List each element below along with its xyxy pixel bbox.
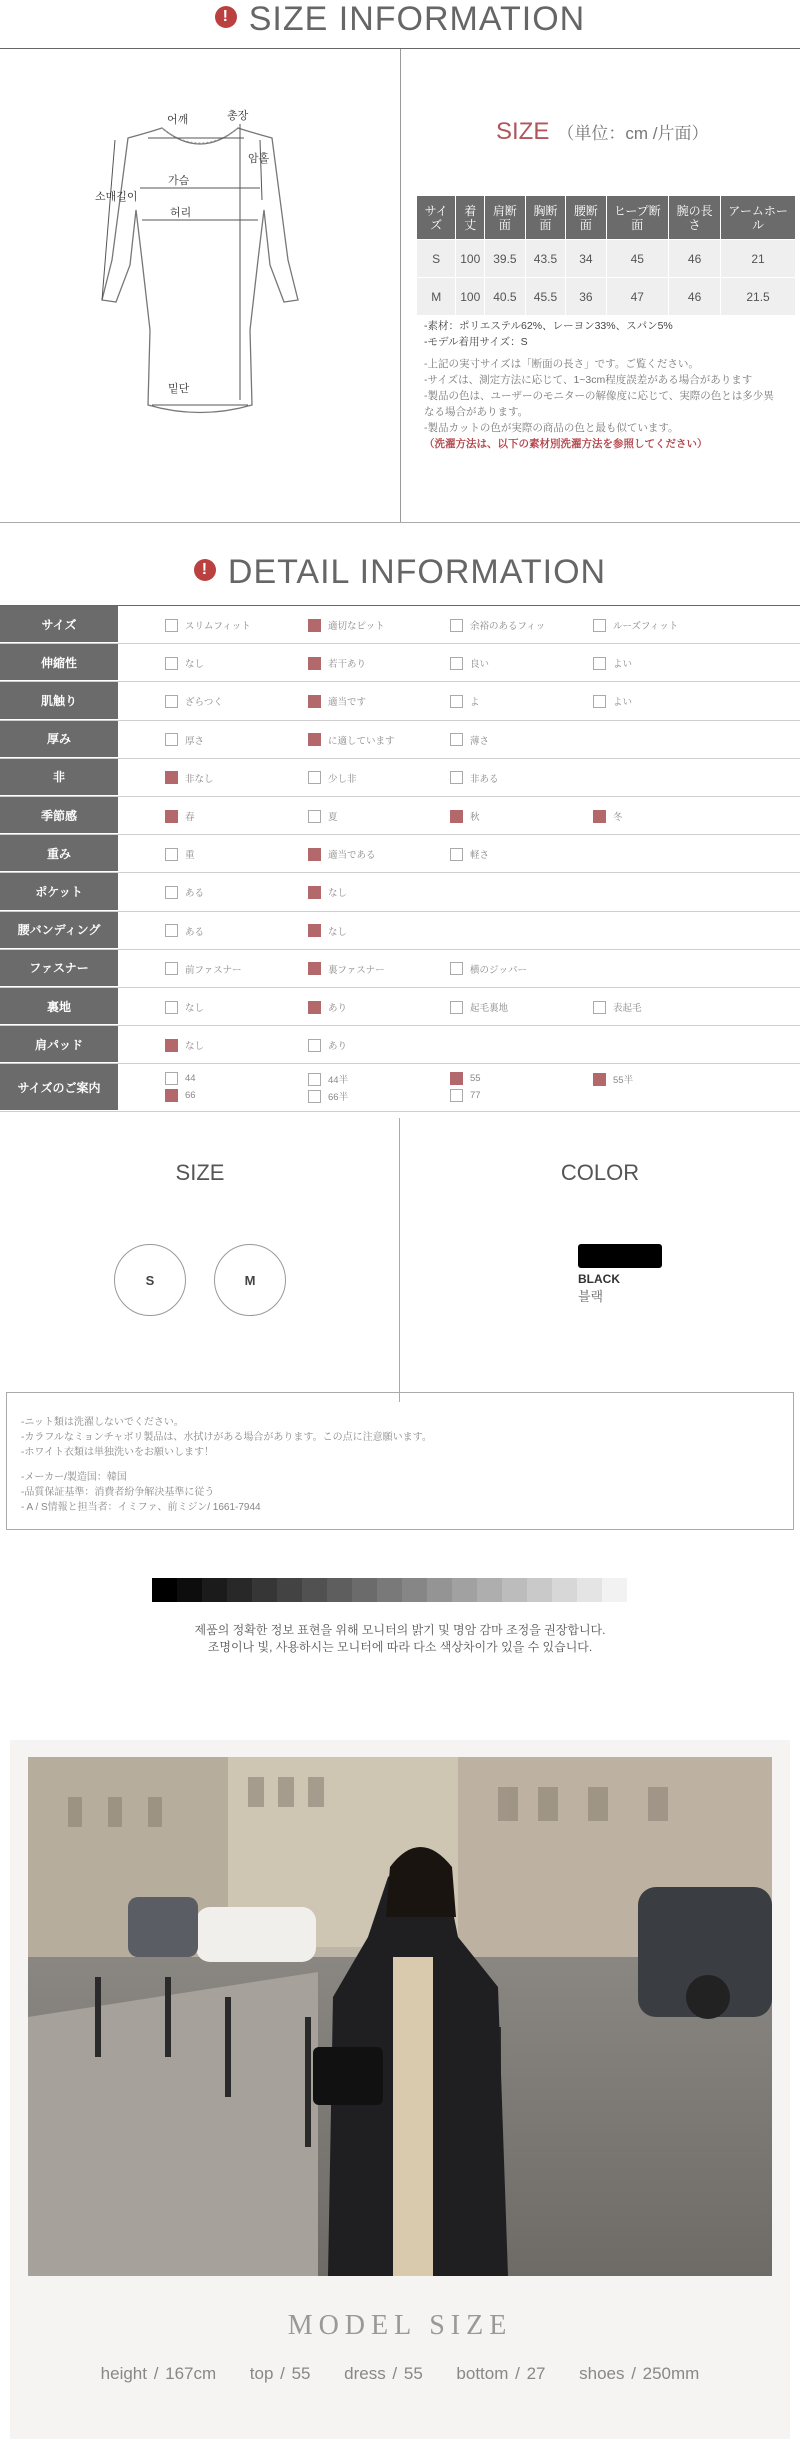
detail-option[interactable]	[308, 885, 347, 899]
detail-option[interactable]	[593, 1072, 633, 1086]
model-stats	[0, 2364, 800, 2384]
detail-option[interactable]	[593, 1000, 642, 1014]
option-label: 起毛裏地	[470, 1003, 509, 1014]
detail-option[interactable]	[308, 1089, 348, 1103]
gray-swatch	[152, 1578, 177, 1602]
detail-row	[0, 721, 800, 759]
checkbox[interactable]	[450, 848, 463, 861]
detail-row	[0, 606, 800, 644]
detail-option[interactable]	[308, 733, 395, 747]
checkbox[interactable]	[450, 657, 463, 670]
label-hem: 밑단	[168, 383, 190, 395]
option-label: 適当である	[328, 850, 376, 862]
option-label: 薄さ	[470, 735, 490, 747]
option-label: ある	[185, 926, 205, 938]
detail-option[interactable]	[308, 694, 366, 708]
detail-option[interactable]	[165, 1000, 204, 1014]
gray-swatch	[177, 1578, 202, 1602]
gray-swatch	[252, 1578, 277, 1602]
option-label: 適当です	[328, 697, 367, 709]
checkbox[interactable]	[593, 695, 606, 708]
checkbox[interactable]	[165, 695, 178, 708]
checkbox[interactable]	[450, 619, 463, 632]
option-label: 少し非	[328, 773, 357, 785]
label-chest: 가슴	[168, 175, 190, 187]
checkbox[interactable]	[593, 1073, 606, 1086]
option-label: なし	[328, 888, 348, 900]
color-swatch-black[interactable]	[578, 1244, 662, 1268]
street-photo-image	[28, 1757, 772, 2276]
checkbox[interactable]	[308, 848, 321, 861]
option-label: 裏ファスナー	[328, 964, 385, 976]
detail-option[interactable]	[450, 694, 480, 708]
option-label: なし	[185, 659, 205, 671]
detail-option[interactable]	[165, 1072, 196, 1085]
detail-option[interactable]	[450, 847, 489, 861]
option-label: 横のジッパー	[470, 964, 528, 976]
option-label: 表起毛	[613, 1003, 642, 1014]
detail-option[interactable]	[308, 618, 385, 632]
label-waist: 허리	[170, 207, 192, 219]
option-label: 冬	[613, 812, 623, 823]
detail-row	[0, 1026, 800, 1064]
size-options-title: SIZE	[175, 1160, 225, 1185]
checkbox[interactable]	[165, 1039, 178, 1052]
gray-swatch	[227, 1578, 252, 1602]
checkbox[interactable]	[593, 1001, 606, 1014]
checkbox[interactable]	[450, 1089, 463, 1102]
detail-row-label: 腰バンディング	[0, 912, 118, 949]
detail-row-label: ポケット	[0, 873, 118, 910]
detail-option[interactable]	[165, 847, 195, 861]
checkbox[interactable]	[450, 1072, 463, 1085]
option-label: よい	[613, 697, 633, 709]
detail-option[interactable]	[308, 656, 366, 670]
checkbox[interactable]	[165, 810, 178, 823]
size-table	[416, 195, 796, 316]
detail-option[interactable]	[308, 924, 347, 938]
detail-option[interactable]	[165, 885, 204, 899]
gray-swatch	[602, 1578, 627, 1602]
detail-row	[0, 682, 800, 720]
option-label: よ	[470, 697, 480, 709]
size-option-s[interactable]: S	[114, 1244, 186, 1316]
checkbox[interactable]	[308, 733, 321, 746]
detail-option[interactable]	[450, 1000, 508, 1014]
checkbox[interactable]	[165, 1072, 178, 1085]
care-notes: -ニット類は洗濯しないでください。 -カラフルなミョンチャボリ製品は、水拭けがある場合があります。この点に注意願います。 -ホワイト衣類は単独洗いをお願いします！ -メーカー/製造国：韓国 -品質保証基準：消費者紛争解決基準に従う - A / S情報と担当者：イミファ、前ミジン/ 1661-7944	[6, 1392, 794, 1530]
detail-option[interactable]	[308, 771, 357, 785]
checkbox[interactable]	[165, 886, 178, 899]
option-label: ある	[185, 888, 205, 900]
gray-swatch	[327, 1578, 352, 1602]
detail-option[interactable]	[165, 733, 204, 747]
option-label: あり	[328, 1041, 348, 1053]
detail-row-label: ファスナー	[0, 950, 118, 987]
option-label: 重	[185, 850, 195, 862]
color-options-title: COLOR	[560, 1160, 640, 1185]
checkbox[interactable]	[450, 695, 463, 708]
checkbox[interactable]	[308, 810, 321, 823]
checkbox[interactable]	[165, 962, 178, 975]
detail-row-label: 非	[0, 759, 118, 796]
option-label: 適切なピット	[328, 621, 385, 632]
option-label: 秋	[470, 812, 480, 823]
detail-option[interactable]	[593, 809, 623, 823]
option-label: 軽さ	[470, 850, 490, 862]
material-info: -素材：ポリエステル62%、レーヨン33%、スパン5% -モデル着用サイズ：S	[424, 320, 673, 348]
detail-row	[0, 797, 800, 835]
checkbox[interactable]	[308, 1001, 321, 1014]
option-label: 厚さ	[185, 735, 205, 747]
option-label: 55半	[613, 1075, 634, 1087]
checkbox[interactable]	[165, 924, 178, 937]
model-height: height / 167cm	[100, 2364, 217, 2383]
option-label: 66	[185, 1090, 196, 1102]
gray-swatch	[577, 1578, 602, 1602]
detail-option[interactable]	[450, 809, 480, 823]
checkbox[interactable]	[165, 848, 178, 861]
detail-option[interactable]	[165, 809, 195, 823]
detail-option[interactable]	[450, 1089, 481, 1102]
option-label: 春	[185, 812, 195, 823]
checkbox[interactable]	[308, 695, 321, 708]
detail-option[interactable]	[308, 962, 385, 976]
detail-row-label: サイズ	[0, 606, 118, 643]
model-size-title: MODEL SIZE	[287, 2310, 513, 2341]
table-row: S 100 39.5 43.5 34 45 46 21	[417, 240, 796, 278]
detail-row	[0, 950, 800, 988]
detail-row	[0, 759, 800, 797]
option-label: 良い	[470, 659, 490, 671]
option-label: 余裕のあるフィッ	[470, 621, 546, 632]
checkbox[interactable]	[308, 962, 321, 975]
gray-swatch	[277, 1578, 302, 1602]
option-label: よい	[613, 659, 633, 671]
checkbox[interactable]	[450, 771, 463, 784]
checkbox[interactable]	[450, 733, 463, 746]
gray-swatch	[552, 1578, 577, 1602]
size-info-title: ! SIZE INFORMATION	[0, 0, 800, 39]
info-icon: !	[215, 6, 237, 28]
detail-row	[0, 835, 800, 873]
gray-swatch	[302, 1578, 327, 1602]
option-label: ルーズフィット	[613, 621, 679, 632]
detail-option[interactable]	[308, 847, 376, 861]
size-notes: -上記の実寸サイズは「断面の長さ」です。ご覧ください。 -サイズは、測定方法に応じて、1~3cm程度誤差がある場合があります -製品の色は、ユーザーのモニターの解像度に応じて、実際の色とは多少異 なる場合があります。 -製品カットの色が実際の商品の色と最も似ています。 （洗濯方法は、以下の素材別洗濯方法を参照してください）	[424, 358, 774, 450]
detail-option[interactable]	[308, 1000, 347, 1014]
checkbox[interactable]	[308, 1073, 321, 1086]
gray-swatch	[452, 1578, 477, 1602]
checkbox[interactable]	[308, 771, 321, 784]
option-label: 夏	[328, 812, 338, 823]
detail-option[interactable]	[450, 962, 527, 976]
gray-swatch	[527, 1578, 552, 1602]
color-name: BLACK	[578, 1272, 620, 1286]
checkbox[interactable]	[165, 771, 178, 784]
detail-row-label: 裏地	[0, 988, 118, 1025]
checkbox[interactable]	[308, 657, 321, 670]
detail-row-label: 重み	[0, 835, 118, 872]
option-label: なし	[328, 926, 348, 938]
gray-swatch	[402, 1578, 427, 1602]
option-label: 44	[185, 1073, 196, 1085]
detail-option[interactable]	[450, 1072, 481, 1085]
label-shoulder: 어깨	[167, 114, 189, 126]
checkbox[interactable]	[593, 619, 606, 632]
size-table-header: サイズ 着丈 肩断面 胸断面 腰断面 ヒープ断面 腕の長さ アームホール	[417, 196, 796, 240]
checkbox[interactable]	[450, 1001, 463, 1014]
size-heading: SIZE （単位：cm /片面）	[496, 118, 709, 145]
label-armhole: 암홀	[248, 153, 270, 165]
option-label: あり	[328, 1003, 348, 1014]
gray-swatch	[477, 1578, 502, 1602]
option-label: ざらつく	[185, 697, 223, 709]
detail-row-label: サイズのご案内	[0, 1064, 118, 1111]
detail-option[interactable]	[165, 618, 251, 632]
option-label: 77	[470, 1090, 481, 1102]
option-label: スリムフィット	[185, 621, 251, 632]
size-option-m[interactable]: M	[214, 1244, 286, 1316]
model-top: top / 55	[249, 2364, 311, 2383]
detail-option[interactable]	[593, 694, 632, 708]
detail-option[interactable]	[450, 618, 545, 632]
detail-row	[0, 988, 800, 1026]
gray-swatch	[352, 1578, 377, 1602]
label-length: 총장	[227, 110, 249, 122]
model-dress: dress / 55	[344, 2364, 423, 2383]
detail-row-label: 厚み	[0, 721, 118, 758]
checkbox[interactable]	[165, 657, 178, 670]
checkbox[interactable]	[450, 962, 463, 975]
wash-note: （洗濯方法は、以下の素材別洗濯方法を参照してください）	[424, 438, 708, 450]
checkbox[interactable]	[308, 1039, 321, 1052]
detail-row	[0, 912, 800, 950]
detail-row-label: 肩パッド	[0, 1026, 118, 1063]
detail-row-label: 肌触り	[0, 682, 118, 719]
detail-option[interactable]	[165, 962, 242, 976]
detail-option[interactable]	[450, 733, 489, 747]
table-row: M 100 40.5 45.5 36 47 46 21.5	[417, 278, 796, 316]
checkbox[interactable]	[308, 619, 321, 632]
detail-option[interactable]	[165, 694, 223, 708]
gray-swatch	[202, 1578, 227, 1602]
option-label: 44半	[328, 1075, 349, 1087]
detail-option[interactable]	[450, 771, 499, 785]
info-icon: !	[194, 559, 216, 581]
checkbox[interactable]	[308, 886, 321, 899]
checkbox[interactable]	[308, 924, 321, 937]
option-label: に適しています	[328, 735, 395, 747]
detail-option[interactable]	[308, 809, 338, 823]
detail-row-label: 伸縮性	[0, 644, 118, 681]
detail-option[interactable]	[450, 656, 489, 670]
detail-info-title: ! DETAIL INFORMATION	[0, 553, 800, 592]
monitor-note: 제품의 정확한 정보 표현을 위해 모니터의 밝기 및 명암 감마 조정을 권장합니다. 조명이나 빛, 사용하시는 모니터에 따라 다소 색상차이가 있을 수 있습니다.	[194, 1623, 606, 1654]
detail-option[interactable]	[593, 618, 678, 632]
checkbox[interactable]	[593, 657, 606, 670]
detail-option[interactable]	[308, 1072, 348, 1086]
detail-row	[0, 873, 800, 911]
checkbox[interactable]	[165, 619, 178, 632]
detail-option[interactable]	[165, 1089, 196, 1102]
dress-diagram	[90, 100, 310, 420]
detail-row	[0, 1064, 800, 1112]
gray-swatch	[502, 1578, 527, 1602]
detail-row	[0, 644, 800, 682]
gray-swatch	[627, 1578, 652, 1602]
option-label: 非なし	[185, 773, 214, 785]
model-bottom: bottom / 27	[456, 2364, 546, 2383]
color-name-kr: 블랙	[578, 1289, 604, 1304]
detail-option[interactable]	[165, 1038, 204, 1052]
detail-option[interactable]	[308, 1038, 347, 1052]
label-sleeve: 소매길이	[95, 191, 138, 203]
checkbox[interactable]	[450, 810, 463, 823]
option-label: なし	[185, 1003, 205, 1014]
detail-row-label: 季節感	[0, 797, 118, 834]
detail-option[interactable]	[165, 771, 214, 785]
checkbox[interactable]	[165, 1089, 178, 1102]
model-photo	[28, 1757, 772, 2276]
checkbox[interactable]	[308, 1090, 321, 1103]
checkbox[interactable]	[165, 1001, 178, 1014]
detail-option[interactable]	[593, 656, 632, 670]
option-label: 66半	[328, 1092, 349, 1104]
option-label: 前ファスナー	[185, 964, 242, 976]
detail-option[interactable]	[165, 924, 204, 938]
gray-swatch	[427, 1578, 452, 1602]
checkbox[interactable]	[165, 733, 178, 746]
divider	[0, 522, 800, 523]
option-label: なし	[185, 1041, 205, 1053]
checkbox[interactable]	[593, 810, 606, 823]
option-label: 若干あり	[328, 659, 367, 671]
model-shoes: shoes / 250mm	[579, 2364, 700, 2383]
gray-swatch	[377, 1578, 402, 1602]
detail-option[interactable]	[165, 656, 204, 670]
option-label: 55	[470, 1073, 481, 1085]
option-label: 非ある	[470, 773, 499, 785]
divider	[400, 49, 401, 522]
